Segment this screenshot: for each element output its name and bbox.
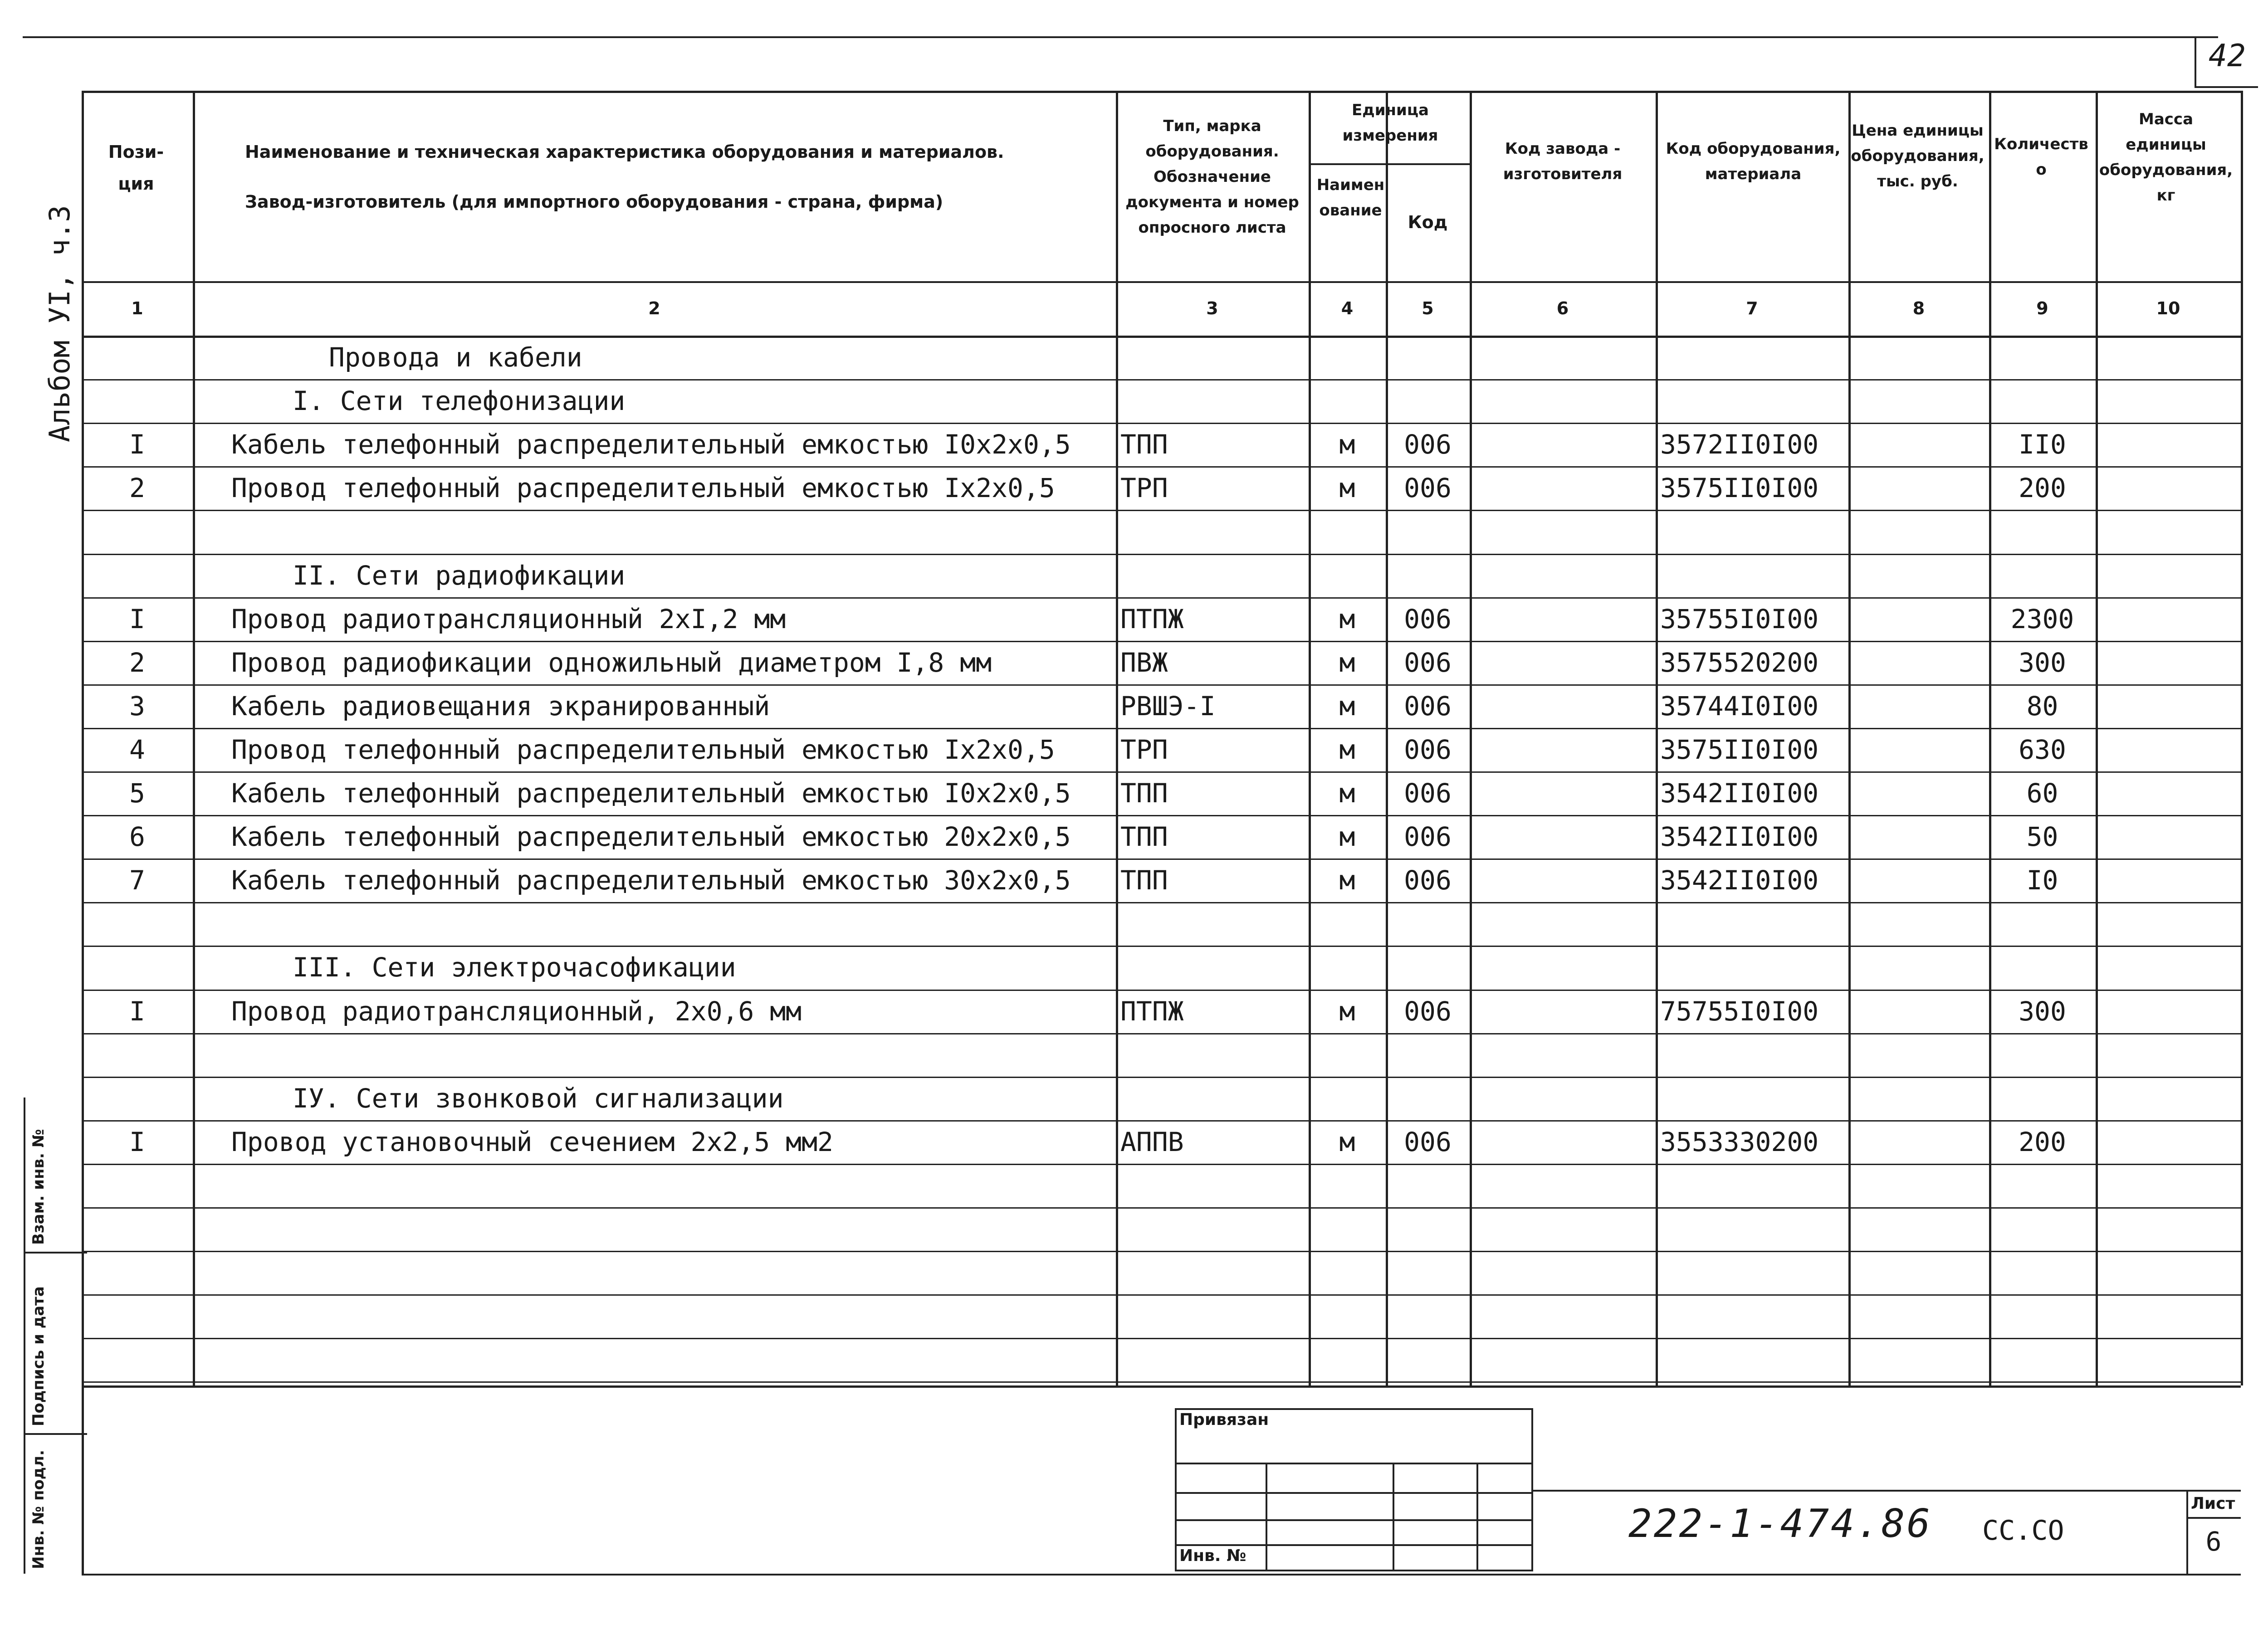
row-divider (82, 1207, 2241, 1209)
column-number: 3 (1206, 298, 1218, 318)
row-quantity: 630 (2019, 734, 2066, 765)
row-position: I (129, 1126, 145, 1157)
sheet-label: Лист (2191, 1494, 2235, 1513)
column-divider (1848, 91, 1851, 1385)
row-unit-code: 006 (1404, 1126, 1452, 1157)
header-equipment-code: Код оборудования, материала (1666, 140, 1841, 183)
page-number-box-bottom (2195, 86, 2258, 88)
section-heading: IУ. Сети звонковой сигнализации (293, 1083, 784, 1114)
stamp-line-1 (1175, 1463, 1533, 1464)
row-unit: м (1339, 778, 1355, 809)
row-unit-code: 006 (1404, 821, 1452, 853)
sheet-box-left (2186, 1490, 2188, 1574)
row-unit-code: 006 (1404, 865, 1452, 896)
row-quantity: 200 (2019, 1126, 2066, 1157)
row-unit-code: 006 (1404, 690, 1452, 722)
row-unit: м (1339, 821, 1355, 853)
column-number: 4 (1341, 298, 1354, 318)
header-unit-name: Наименование (1316, 176, 1385, 219)
row-position: 2 (129, 647, 145, 678)
column-number: 8 (1912, 298, 1925, 318)
row-position: 4 (129, 734, 145, 765)
header-quantity: Количество (1994, 135, 2088, 179)
row-unit-code: 006 (1404, 778, 1452, 809)
row-unit-code: 006 (1404, 734, 1452, 765)
side-stamp-replace: Взам. инв. № (29, 1129, 48, 1245)
row-unit-code: 006 (1404, 429, 1452, 460)
column-number: 9 (2036, 298, 2048, 318)
row-position: 5 (129, 778, 145, 809)
header-factory-code: Код завода - изготовителя (1503, 140, 1623, 183)
side-stamp-div-1 (24, 1252, 87, 1254)
row-quantity: 80 (2026, 690, 2058, 722)
column-divider (1470, 91, 1472, 1385)
header-type: Тип, марка оборудования. Обозначение документа и номер опросного листа (1125, 117, 1299, 237)
row-quantity: II0 (2019, 429, 2066, 460)
side-stamp-left-edge (24, 1097, 25, 1574)
row-name: Кабель радиовещания экранированный (231, 690, 770, 722)
row-divider (82, 1164, 2241, 1165)
section-heading: III. Сети электрочасофикации (293, 952, 736, 983)
row-name: Провод радиотрансляционный 2хI,2 мм (231, 603, 786, 634)
sheet-box-divider (2186, 1517, 2241, 1519)
row-divider (82, 1251, 2241, 1252)
row-unit-code: 006 (1404, 647, 1452, 678)
row-type: ТПП (1120, 778, 1168, 809)
page-bottom-border (82, 1574, 2241, 1575)
row-equipment-code: 3542II0I00 (1660, 778, 1819, 809)
section-heading: I. Сети телефонизации (293, 385, 626, 417)
row-unit: м (1339, 473, 1355, 504)
side-stamp-div-2 (24, 1433, 87, 1435)
bound-label: Привязан (1179, 1410, 1269, 1429)
row-unit-code: 006 (1404, 473, 1452, 504)
body-bottom-border (82, 1385, 2241, 1388)
stamp-v-3 (1476, 1463, 1478, 1571)
column-number: 6 (1556, 298, 1569, 318)
header-name-line2: Завод-изготовитель (для импортного оборудования - страна, фирма) (245, 192, 943, 212)
row-quantity: 300 (2019, 647, 2066, 678)
row-quantity: 200 (2019, 473, 2066, 504)
row-position: 6 (129, 821, 145, 853)
row-quantity: 2300 (2010, 603, 2074, 634)
row-equipment-code: 3542II0I00 (1660, 821, 1819, 853)
row-equipment-code: 3575520200 (1660, 647, 1819, 678)
column-number: 7 (1746, 298, 1758, 318)
row-position: 7 (129, 865, 145, 896)
row-divider (82, 1294, 2241, 1296)
row-type: ПТПЖ (1120, 603, 1184, 634)
row-position: I (129, 603, 145, 634)
row-name: Кабель телефонный распределительный емкостью 30х2х0,5 (231, 865, 1071, 896)
column-number: 2 (648, 298, 660, 318)
row-unit: м (1339, 690, 1355, 722)
row-unit: м (1339, 1126, 1355, 1157)
row-name: Кабель телефонный распределительный емкостью I0х2х0,5 (231, 429, 1071, 460)
stamp-line-4 (1175, 1544, 1533, 1546)
column-divider (193, 91, 195, 1385)
header-price: Цена единицы оборудования, тыс. руб. (1851, 122, 1984, 190)
row-divider (82, 1338, 2241, 1339)
section-heading: II. Сети радиофикации (293, 560, 626, 591)
row-equipment-code: 75755I0I00 (1660, 995, 1819, 1027)
row-divider (82, 1033, 2241, 1034)
row-name: Провод установочный сечением 2х2,5 мм2 (231, 1126, 833, 1157)
page-number: 42 (2209, 38, 2246, 74)
side-stamp-inventory: Инв. № подл. (29, 1449, 48, 1569)
row-unit: м (1339, 995, 1355, 1027)
row-type: ТПП (1120, 865, 1168, 896)
row-type: РВШЭ-I (1120, 690, 1216, 722)
row-unit-code: 006 (1404, 603, 1452, 634)
row-type: ПВЖ (1120, 647, 1168, 678)
row-type: ТПП (1120, 429, 1168, 460)
row-quantity: 300 (2019, 995, 2066, 1027)
stamp-v-1 (1266, 1463, 1267, 1571)
row-divider (82, 902, 2241, 903)
header-mass: Масса единицы оборудования, кг (2099, 110, 2233, 205)
row-name: Провод телефонный распределительный емкостью Iх2х0,5 (231, 734, 1055, 765)
inventory-label: Инв. № (1179, 1546, 1246, 1565)
sheet-number: 6 (2205, 1526, 2222, 1557)
row-quantity: 50 (2026, 821, 2058, 853)
row-position: 3 (129, 690, 145, 722)
row-position: 2 (129, 473, 145, 504)
row-divider (82, 510, 2241, 511)
header-position: Пози- ция (108, 142, 164, 194)
row-name: Кабель телефонный распределительный емкостью I0х2х0,5 (231, 778, 1071, 809)
row-name: Провод телефонный распределительный емкостью Iх2х0,5 (231, 473, 1055, 504)
row-type: ТПП (1120, 821, 1168, 853)
row-position: I (129, 995, 145, 1027)
column-number: 10 (2156, 298, 2180, 318)
header-bottom-border (82, 281, 2241, 283)
row-name: Кабель телефонный распределительный емкостью 20х2х0,5 (231, 821, 1071, 853)
unit-subheader-divider (1309, 163, 1470, 165)
stamp-line-2 (1175, 1492, 1533, 1494)
row-equipment-code: 35744I0I00 (1660, 690, 1819, 722)
column-number: 1 (131, 298, 143, 318)
row-equipment-code: 3542II0I00 (1660, 865, 1819, 896)
row-unit-code: 006 (1404, 995, 1452, 1027)
section-heading: Провода и кабели (329, 342, 582, 373)
album-label: Альбом УI, ч.3 (43, 205, 76, 442)
row-type: ПТПЖ (1120, 995, 1184, 1027)
page-number-box-left (2195, 36, 2196, 87)
row-name: Провод радиофикации одножильный диаметром I,8 мм (231, 647, 992, 678)
row-type: АППВ (1120, 1126, 1184, 1157)
stamp-line-3 (1175, 1519, 1533, 1521)
column-divider (1116, 91, 1118, 1385)
row-name: Провод радиотрансляционный, 2х0,6 мм (231, 995, 802, 1027)
document-code: СС.СО (1982, 1515, 2064, 1546)
row-unit: м (1339, 647, 1355, 678)
row-unit: м (1339, 734, 1355, 765)
column-number: 5 (1422, 298, 1434, 318)
table-top-border (82, 91, 2241, 93)
row-unit: м (1339, 429, 1355, 460)
row-quantity: 60 (2026, 778, 2058, 809)
row-position: I (129, 429, 145, 460)
column-divider (1656, 91, 1658, 1385)
header-unit-code: Код (1408, 212, 1448, 232)
row-equipment-code: 3553330200 (1660, 1126, 1819, 1157)
row-unit: м (1339, 865, 1355, 896)
row-equipment-code: 3575II0I00 (1660, 734, 1819, 765)
header-unit: Единица измерения (1342, 101, 1438, 145)
row-equipment-code: 3572II0I00 (1660, 429, 1819, 460)
stamp-v-2 (1393, 1463, 1394, 1571)
row-unit: м (1339, 603, 1355, 634)
row-quantity: I0 (2026, 865, 2058, 896)
row-type: ТРП (1120, 734, 1168, 765)
row-equipment-code: 35755I0I00 (1660, 603, 1819, 634)
header-name-line1: Наименование и техническая характеристика оборудования и материалов. (245, 142, 1004, 162)
row-divider (82, 1381, 2241, 1383)
title-block-top (1533, 1490, 2241, 1492)
top-rule (23, 36, 2218, 38)
side-stamp-signature: Подпись и дата (29, 1286, 48, 1426)
table-right-border (2241, 91, 2243, 1385)
column-divider (2096, 91, 2098, 1385)
document-number: 222-1-474.86 (1628, 1501, 1932, 1546)
row-type: ТРП (1120, 473, 1168, 504)
row-equipment-code: 3575II0I00 (1660, 473, 1819, 504)
